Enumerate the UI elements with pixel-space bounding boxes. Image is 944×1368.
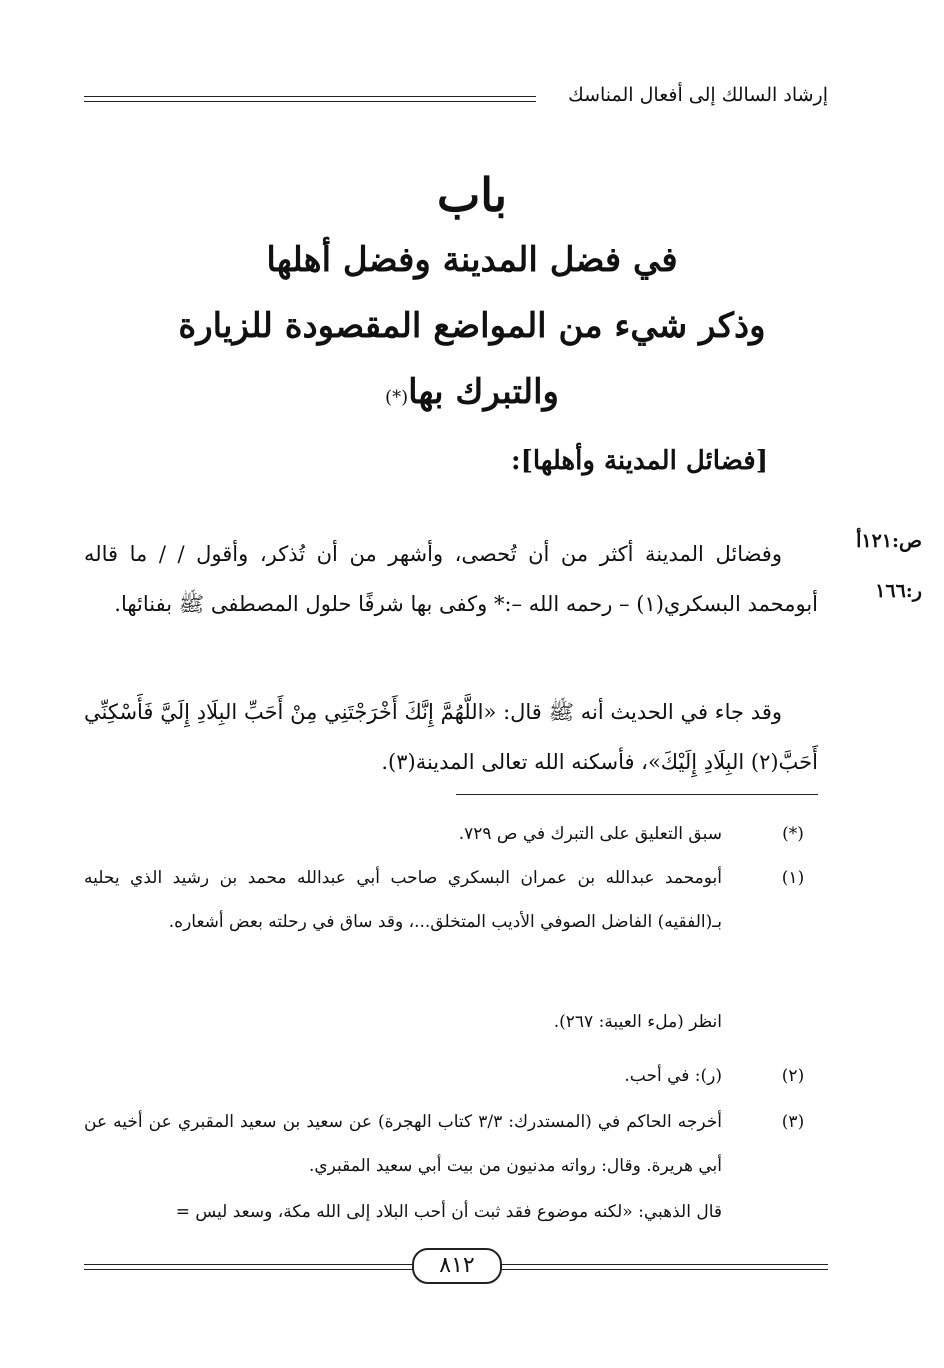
footnote-text: أبومحمد عبدالله بن عمران البسكري صاحب أبي عبدالله محمد بن رشيد الذي يحليه بـ(الفقيه) الفاضل الصوفي الأديب المتخلق...، وقد ساق في رحلته بعض أشعاره. (84, 868, 722, 932)
margin-note-manuscript-a: ص:١٢١أ (856, 530, 922, 552)
page-number-rule-left (84, 1264, 412, 1270)
chapter-word: باب (436, 168, 508, 222)
footnote-mark: (٢) (781, 1066, 805, 1086)
chapter-title-line-3 (0, 372, 944, 412)
footnote-text: أخرجه الحاكم في (المستدرك: ٣/٣ كتاب الهجرة) عن سعيد بن سعيد المقبري عن أخيه عن أبي هريرة. وقال: رواته مدنيون من بيت أبي سعيد المقبري. (84, 1112, 722, 1176)
footnote-3 (84, 1100, 818, 1188)
running-header-title: إرشاد السالك إلى أفعال المناسك (568, 84, 828, 106)
chapter-title-footnote-mark: (*) (385, 387, 409, 408)
footnote-1-reference: انظر (ملء العيبة: ٢٦٧). (553, 1012, 722, 1032)
header-double-rule (84, 96, 536, 102)
page-number-bar (84, 1248, 828, 1288)
footnote-1 (84, 856, 818, 944)
margin-note-manuscript-r: ر:١٦٦ (875, 580, 922, 602)
page-number: ٨١٢ (412, 1248, 502, 1284)
footnote-mark: (٣) (781, 1112, 805, 1132)
footnote-2 (84, 1054, 818, 1098)
footnote-text: (ر): في أحب. (624, 1066, 722, 1086)
chapter-title-line-3-text: والتبرك بها (408, 372, 559, 412)
running-header (84, 84, 828, 114)
footnote-text: سبق التعليق على التبرك في ص ٧٢٩. (458, 824, 722, 844)
page-number-rule-right (500, 1264, 828, 1270)
footnote-mark: (*) (782, 824, 804, 844)
footnote-separator (456, 794, 818, 795)
footnote-mark: (١) (781, 868, 805, 888)
footnote-star (84, 812, 818, 856)
body-paragraph-2: وقد جاء في الحديث أنه ﷺ قال: «اللَّهُمَّ إِنَّكَ أَخْرَجْتَنِي مِنْ أَحَبِّ البِلَادِ إِلَيَّ فَأَسْكِنِّي أَحَبَّ(٢) البِلَادِ إِلَيْكَ»، فأسكنه الله تعالى المدينة(٣). (84, 700, 818, 774)
footnote-3-continuation: قال الذهبي: «لكنه موضوع فقد ثبت أن أحب البلاد إلى الله مكة، وسعد ليس = (175, 1202, 722, 1222)
chapter-title-line-2: وذكر شيء من المواضع المقصودة للزيارة (178, 306, 766, 346)
body-paragraph-1: وفضائل المدينة أكثر من أن تُحصى، وأشهر من أن تُذكر، وأقول / / ما قاله أبومحمد البسكري(١) – رحمه الله –:* وكفى بها شرفًا حلول المصطفى ﷺ بفنائها. (84, 542, 818, 616)
section-heading: [فضائل المدينة وأهلها]: (511, 446, 768, 476)
chapter-title-line-1: في فضل المدينة وفضل أهلها (266, 240, 678, 280)
